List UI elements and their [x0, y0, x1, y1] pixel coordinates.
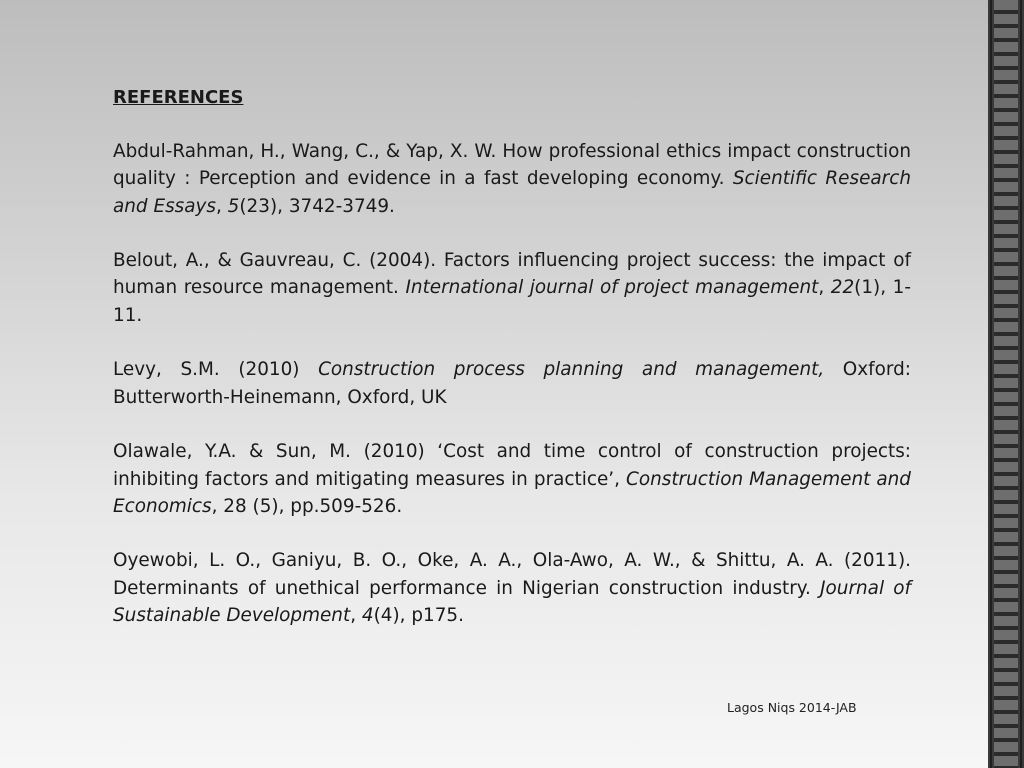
- ref-text: Olawale, Y.A. & Sun, M. (2010) ‘Cost and time control of construction projects: inhibiting factors and mitigating measures in practice’,: [113, 441, 911, 490]
- references-heading: REFERENCES: [113, 87, 244, 108]
- ref-volume: 22: [830, 277, 855, 299]
- ref-volume: 4: [361, 605, 374, 627]
- reference-item: [113, 356, 911, 411]
- ref-text: Levy, S.M. (2010): [113, 359, 319, 381]
- decorative-line: [1020, 0, 1022, 768]
- ref-source: Scientific Research and Essays: [113, 168, 911, 217]
- footer-text: Lagos Niqs 2014-JAB: [727, 700, 857, 715]
- ref-source: Construction Management and Economics: [113, 468, 911, 517]
- decorative-edge: [988, 0, 1024, 768]
- ref-text: ,: [818, 277, 831, 299]
- reference-item: [113, 547, 911, 629]
- decorative-line: [990, 0, 992, 768]
- decorative-strip: [994, 0, 1018, 768]
- reference-item: [113, 138, 911, 220]
- ref-text: Abdul-Rahman, H., Wang, C., & Yap, X. W. How professional ethics impact construction quality : Perception and evidence in a fast developing economy.: [113, 141, 911, 190]
- ref-text: Oxford: Butterworth-Heinemann, Oxford, UK: [113, 359, 911, 408]
- ref-source: Journal of Sustainable Development: [113, 577, 911, 627]
- ref-source: International journal of project management: [405, 277, 819, 299]
- ref-text: (4), p175.: [373, 605, 464, 627]
- ref-text: , 28 (5), pp.509-526.: [211, 495, 403, 517]
- ref-source: Construction process planning and management,: [318, 359, 825, 381]
- ref-text: ,: [215, 195, 228, 217]
- ref-text: Oyewobi, L. O., Ganiyu, B. O., Oke, A. A., Ola-Awo, A. W., & Shittu, A. A. (2011). Determinants of unethical performance in Nigerian construction industry.: [113, 550, 911, 599]
- ref-text: (23), 3742-3749.: [239, 195, 395, 217]
- reference-item: [113, 438, 911, 520]
- ref-text: (1), 1-11.: [113, 277, 911, 326]
- reference-item: [113, 247, 911, 329]
- ref-text: Belout, A., & Gauvreau, C. (2004). Factors influencing project success: the impact of human resource management.: [113, 250, 911, 299]
- ref-volume: 5: [227, 195, 240, 217]
- ref-text: ,: [350, 605, 362, 627]
- slide-content: [113, 84, 911, 657]
